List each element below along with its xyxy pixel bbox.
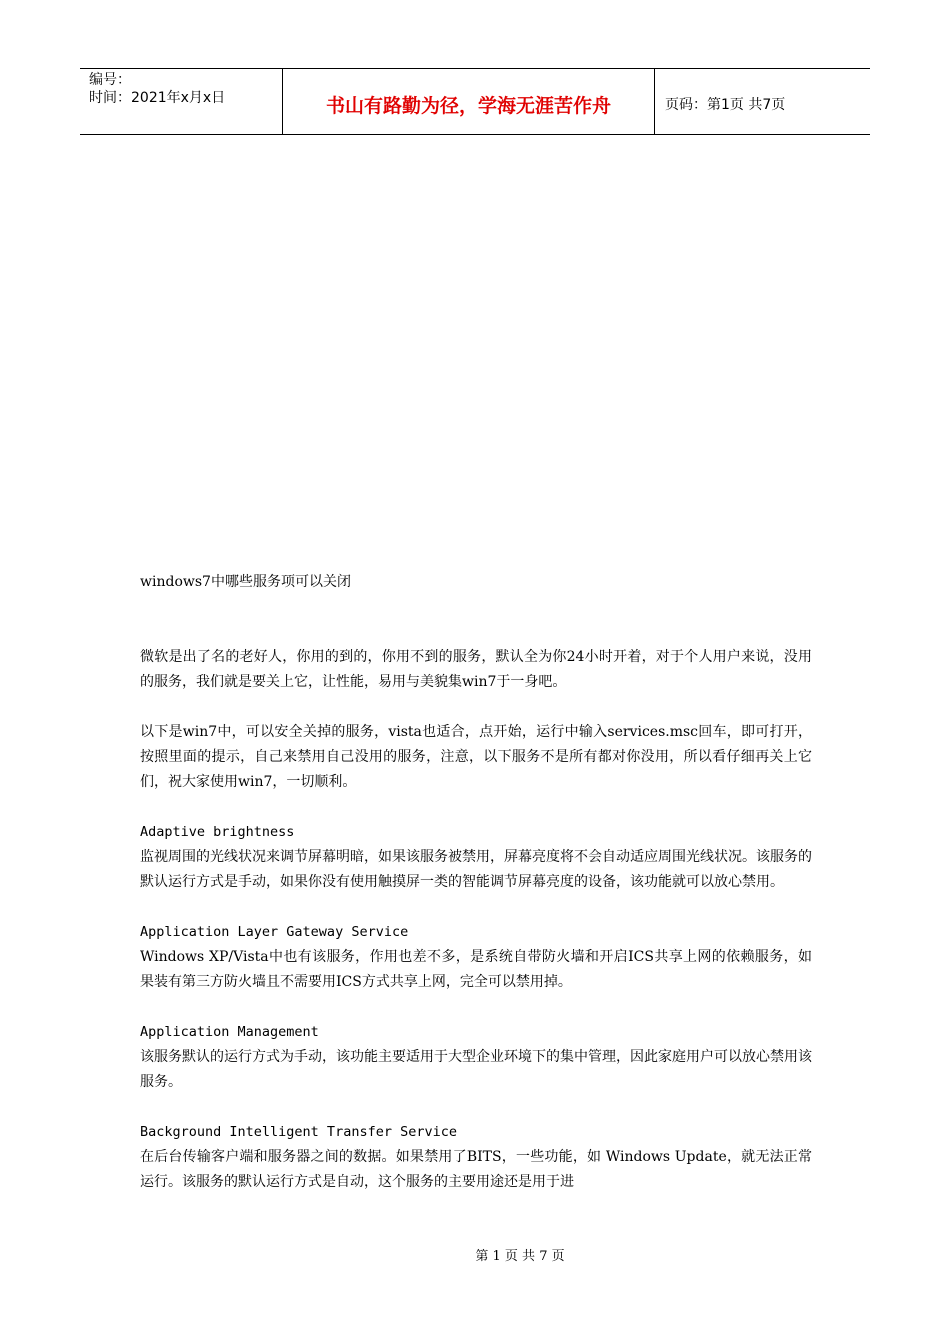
motto-text: 书山有路勤为径，学海无涯苦作舟 [325, 95, 611, 117]
document-header [80, 68, 870, 135]
service-name: Background Intelligent Transfer Service [140, 1124, 457, 1140]
header-page-cell [655, 69, 870, 134]
intro-paragraph-2: 以下是win7中，可以安全关掉的服务，vista也适合，点开始，运行中输入services.msc回车，即可打开，按照里面的提示，自己来禁用自己没用的服务，注意，以下服务不是所有都对你没用，所以看仔细再关上它们，祝大家使用win7，一切顺利。 [140, 724, 812, 790]
service-name: Adaptive brightness [140, 824, 295, 840]
service-entry [140, 1020, 812, 1095]
service-name: Application Layer Gateway Service [140, 924, 409, 940]
page-label: 页码：第1页 共7页 [665, 96, 786, 113]
intro-paragraph-1: 微软是出了名的老好人，你用的到的，你用不到的服务，默认全为你24小时开着，对于个人用户来说，没用的服务，我们就是要关上它，让性能，易用与美貌集win7于一身吧。 [140, 649, 812, 690]
document-body [140, 570, 812, 1195]
time-label: 时间：2021年x月x日 [89, 90, 226, 106]
service-description: 监视周围的光线状况来调节屏幕明暗，如果该服务被禁用，屏幕亮度将不会自动适应周围光线状况。该服务的默认运行方式是手动，如果你没有使用触摸屏一类的智能调节屏幕亮度的设备，该功能就可以放心禁用。 [140, 849, 812, 890]
service-entry [140, 820, 812, 895]
document-title: windows7中哪些服务项可以关闭 [140, 574, 351, 590]
service-name: Application Management [140, 1024, 319, 1040]
service-description: 在后台传输客户端和服务器之间的数据。如果禁用了BITS，一些功能，如 Windows Update，就无法正常运行。该服务的默认运行方式是自动，这个服务的主要用途还是用于进 [140, 1149, 812, 1190]
service-description: Windows XP/Vista中也有该服务，作用也差不多，是系统自带防火墙和开启ICS共享上网的依赖服务，如果装有第三方防火墙且不需要用ICS方式共享上网，完全可以禁用掉。 [140, 949, 812, 990]
service-entry [140, 920, 812, 995]
service-description: 该服务默认的运行方式为手动，该功能主要适用于大型企业环境下的集中管理，因此家庭用户可以放心禁用该服务。 [140, 1049, 812, 1090]
number-label: 编号： [89, 72, 131, 88]
header-motto-cell [283, 69, 655, 134]
service-entry [140, 1120, 812, 1195]
page-footer: 第 1 页 共 7 页 [475, 1249, 565, 1264]
header-meta-cell [80, 69, 283, 134]
